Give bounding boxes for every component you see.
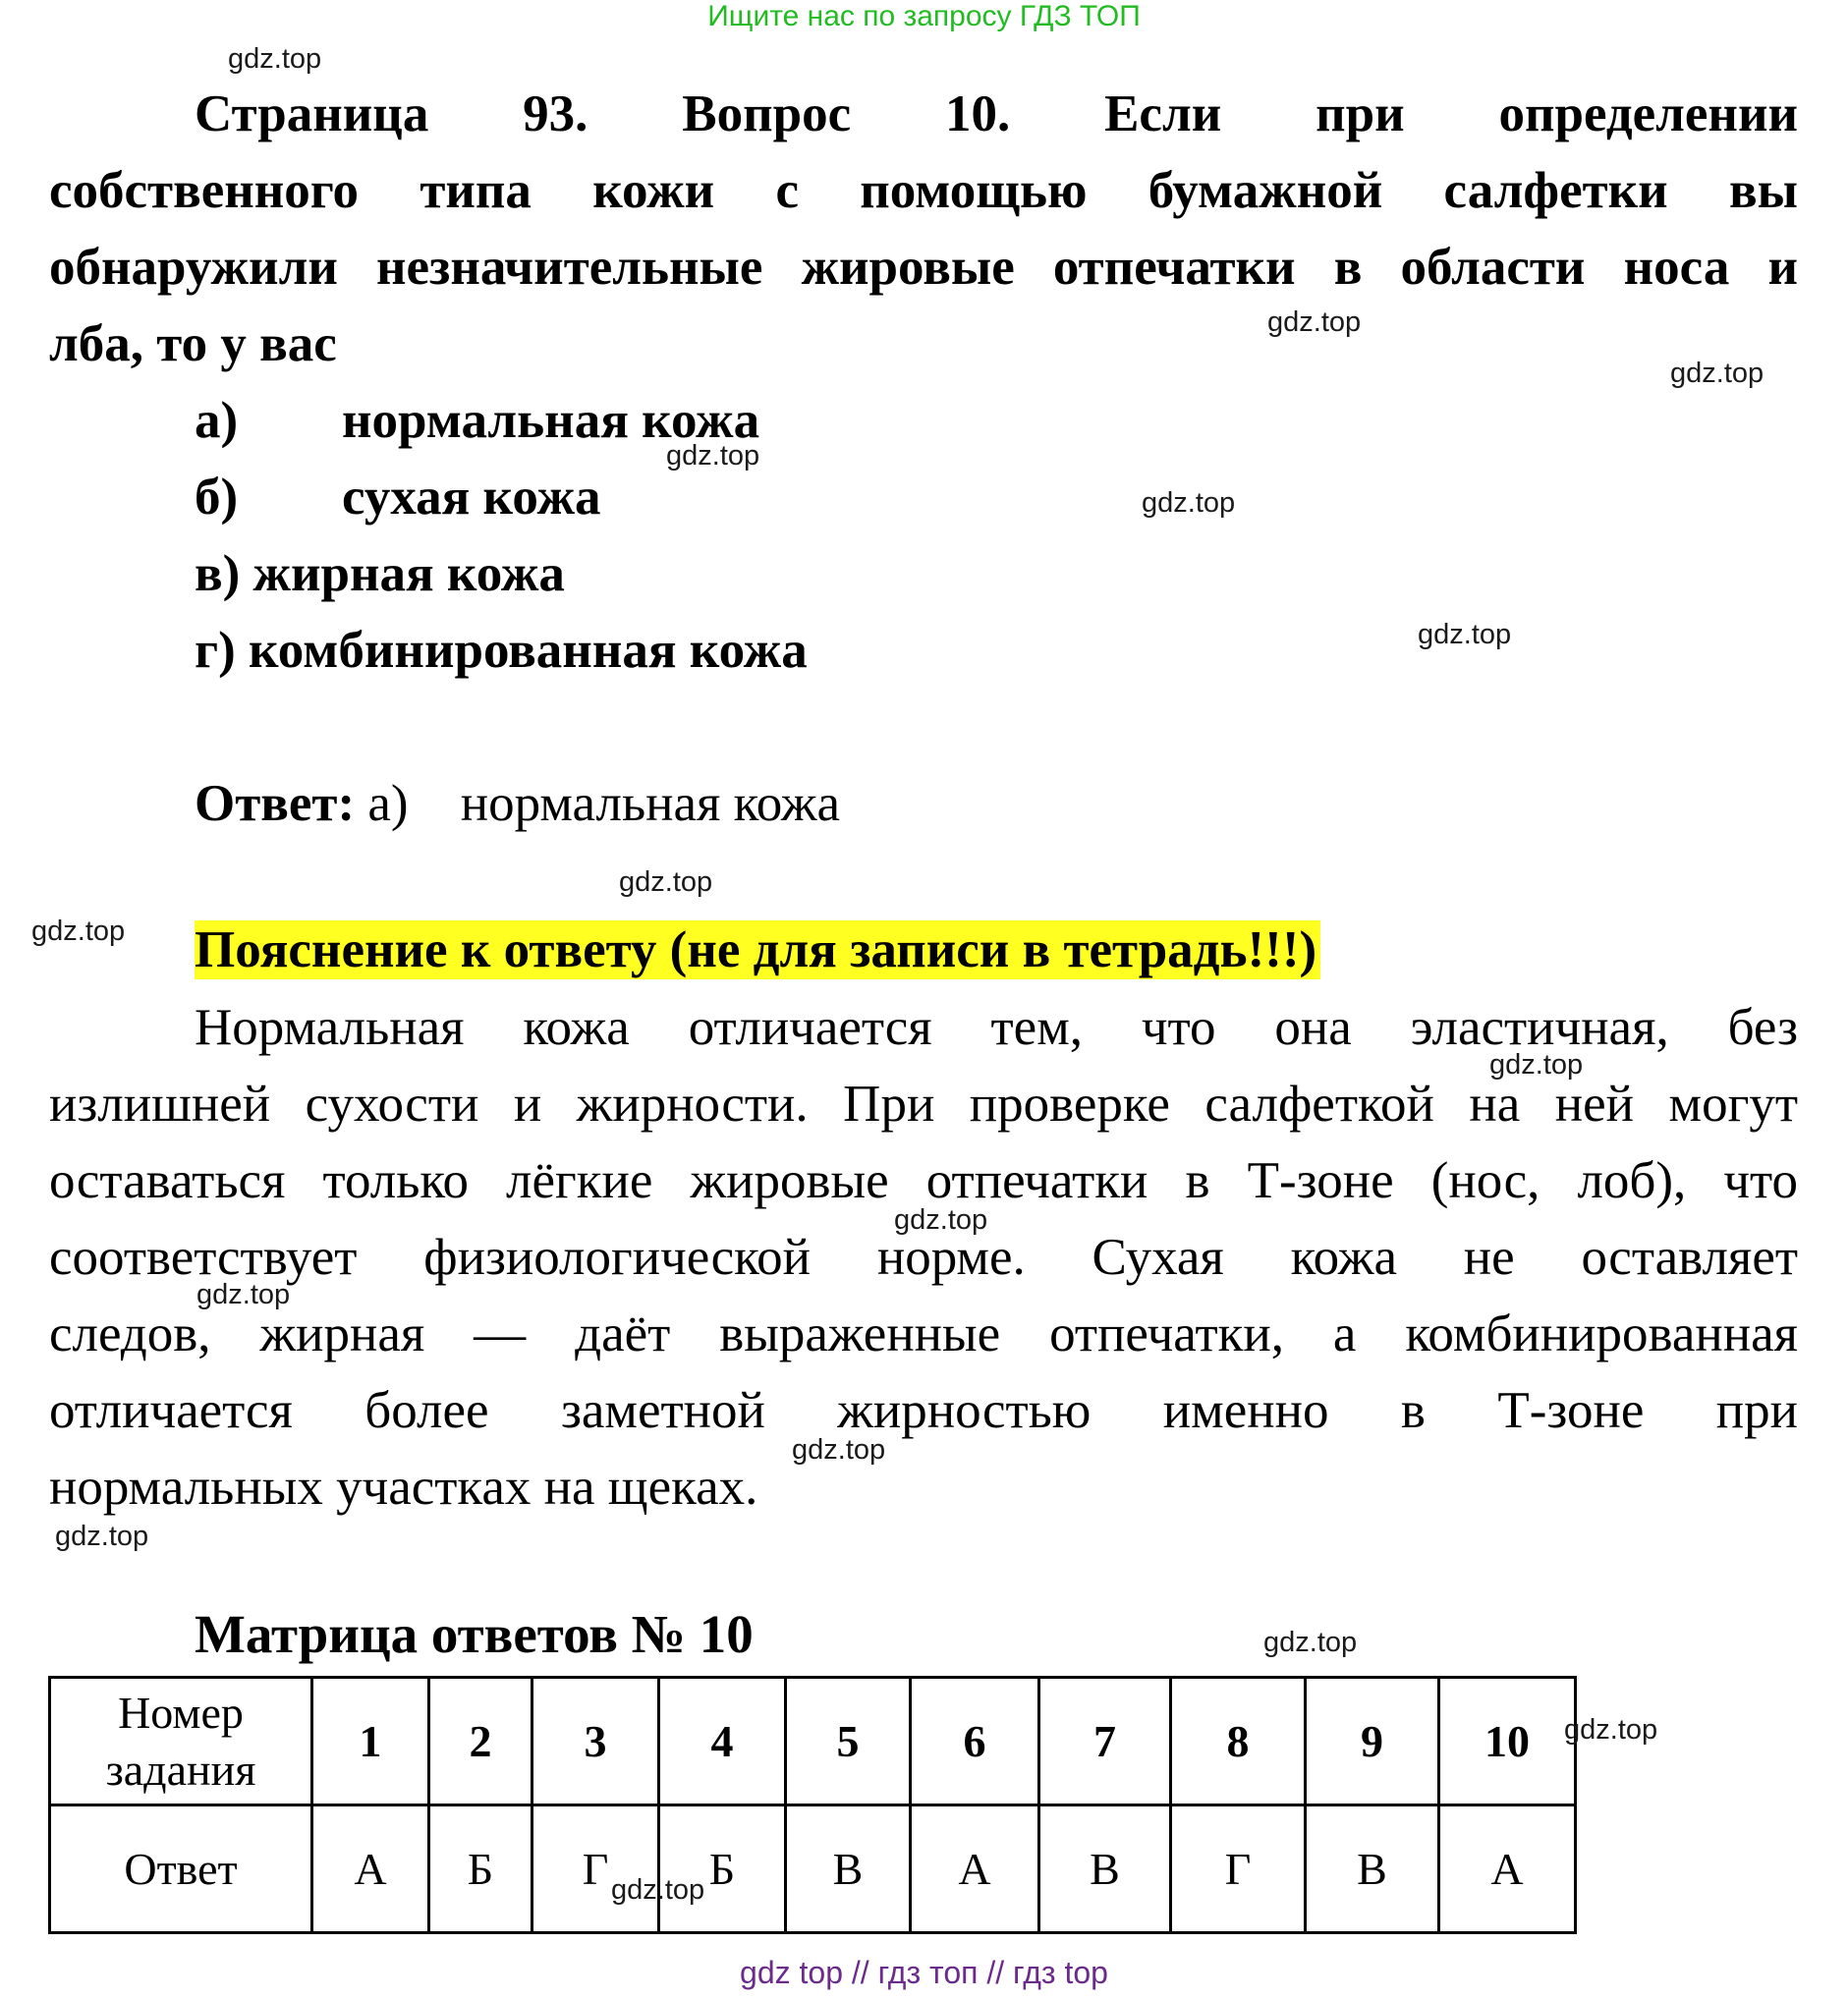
explanation-line-1: Нормальная кожа отличается тем, что она эластичная, без (195, 999, 1798, 1056)
task-number: 1 (312, 1678, 429, 1805)
task-answer: В (1039, 1805, 1171, 1933)
matrix-header-row (50, 1678, 1576, 1805)
watermark: gdz.top (619, 866, 713, 898)
task-answer: А (1439, 1805, 1576, 1933)
explanation-line-6: отличается более заметной жирностью именно в Т-зоне при (49, 1382, 1798, 1439)
watermark: gdz.top (31, 916, 126, 947)
explanation-line-3: оставаться только лёгкие жировые отпечатки в Т-зоне (нос, лоб), что (49, 1152, 1798, 1209)
task-answer: В (1306, 1805, 1439, 1933)
task-number: 10 (1439, 1678, 1576, 1805)
task-number: 8 (1171, 1678, 1306, 1805)
option-text: нормальная кожа (342, 392, 760, 449)
watermark: gdz.top (55, 1521, 149, 1552)
option-b (195, 468, 601, 527)
task-answer: В (786, 1805, 911, 1933)
task-answer: А (312, 1805, 429, 1933)
explanation-line-5: следов, жирная — даёт выраженные отпечатки, а комбинированная (49, 1305, 1798, 1362)
task-number: 6 (911, 1678, 1039, 1805)
question-word: Если (1104, 85, 1222, 142)
answer-letter: а) (367, 775, 409, 832)
watermark: gdz.top (894, 1204, 988, 1236)
watermark: gdz.top (792, 1434, 886, 1466)
answer-text: нормальная кожа (460, 775, 841, 832)
search-banner: Ищите нас по запросу ГДЗ ТОП (707, 0, 1141, 32)
task-answer: А (911, 1805, 1039, 1933)
question-word: при (1316, 85, 1405, 142)
option-text: сухая кожа (342, 469, 601, 526)
option-letter: б) (195, 469, 239, 526)
task-number: 7 (1039, 1678, 1171, 1805)
task-answer: Б (659, 1805, 786, 1933)
answer-matrix (48, 1676, 1577, 1934)
watermark: gdz.top (196, 1279, 291, 1310)
task-answer: Г (1171, 1805, 1306, 1933)
task-number: 3 (532, 1678, 659, 1805)
footer-links: gdz top // гдз топ // гдз top (740, 1955, 1108, 1990)
question-title: Страница 93. Вопрос 10. (195, 85, 1011, 142)
question-line-4: лба, то у вас (49, 315, 337, 372)
task-number: 4 (659, 1678, 786, 1805)
matrix-title: Матрица ответов № 10 (195, 1604, 754, 1664)
option-c: в) жирная кожа (195, 545, 565, 602)
watermark: gdz.top (1267, 306, 1362, 338)
task-answer: Б (429, 1805, 532, 1933)
question-line-3: обнаружили незначительные жировые отпечатки в области носа и (49, 239, 1798, 296)
watermark: gdz.top (1142, 487, 1236, 519)
explanation-heading: Пояснение к ответу (не для записи в тетрадь!!!) (195, 920, 1320, 979)
explanation-line-4: соответствует физиологической норме. Сухая кожа не оставляет (49, 1229, 1798, 1286)
answer-label: Ответ: (195, 775, 356, 832)
explanation-line-7: нормальных участках на щеках. (49, 1459, 758, 1516)
task-number: 2 (429, 1678, 532, 1805)
option-d: г) комбинированная кожа (195, 622, 808, 679)
answer (195, 774, 840, 833)
explanation-line-2: излишней сухости и жирности. При проверке салфеткой на ней могут (49, 1076, 1798, 1133)
watermark: gdz.top (228, 43, 322, 75)
watermark: gdz.top (1564, 1714, 1658, 1746)
matrix-answer-row (50, 1805, 1576, 1933)
watermark: gdz.top (611, 1874, 705, 1906)
header-label-line: Номер (118, 1688, 244, 1738)
watermark: gdz.top (1263, 1627, 1358, 1658)
question-word: определении (1498, 85, 1799, 142)
option-a (195, 391, 760, 450)
question-line-2: собственного типа кожи с помощью бумажной салфетки вы (49, 162, 1798, 219)
task-number: 9 (1306, 1678, 1439, 1805)
header-label-line: задания (105, 1744, 256, 1795)
task-answer: Г (532, 1805, 659, 1933)
watermark: gdz.top (1489, 1049, 1584, 1081)
watermark: gdz.top (1670, 358, 1764, 389)
watermark: gdz.top (1418, 619, 1512, 650)
option-letter: а) (195, 392, 239, 449)
matrix-header-label (50, 1678, 312, 1805)
question-line-1 (195, 84, 1798, 143)
matrix-answer-label: Ответ (50, 1805, 312, 1933)
watermark: gdz.top (666, 440, 760, 472)
task-number: 5 (786, 1678, 911, 1805)
